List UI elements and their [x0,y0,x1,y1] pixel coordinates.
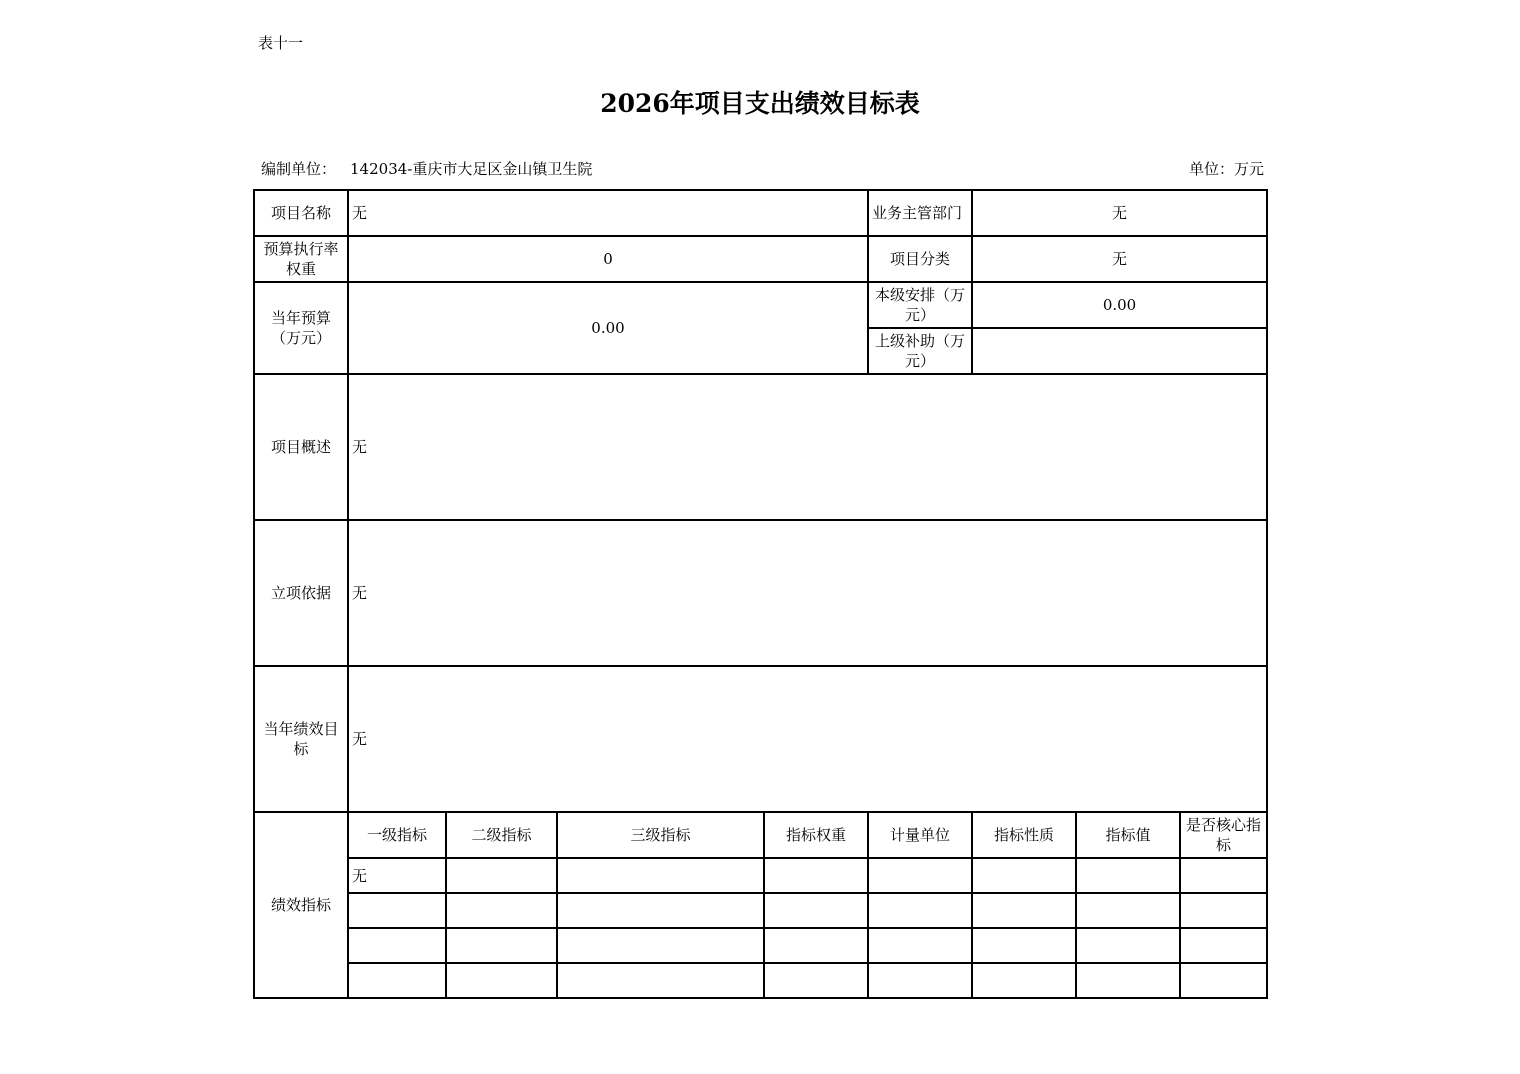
indicator-column-header: 指标值 [1076,812,1180,858]
indicator-cell [868,893,972,928]
indicator-cell [1076,893,1180,928]
overview-label: 项目概述 [254,374,348,520]
indicator-row [254,963,1267,998]
indicator-cell [348,893,446,928]
indicator-cell [972,893,1076,928]
indicator-cell [1076,928,1180,963]
indicator-cell [1180,893,1267,928]
indicator-row [254,928,1267,963]
indicator-cell [348,963,446,998]
indicators-label: 绩效指标 [254,812,348,998]
indicator-column-header: 三级指标 [557,812,764,858]
document-title: 2026年项目支出绩效目标表 [600,89,920,118]
indicator-cell [446,928,557,963]
overview-value: 无 [348,374,1267,520]
goal-value: 无 [348,666,1267,812]
indicator-cell [1180,928,1267,963]
sheet-label: 表十一 [258,34,304,52]
dept-value: 无 [972,190,1267,236]
indicator-cell [446,858,557,893]
upper-funding-value [972,328,1267,374]
indicator-cell: 无 [348,858,446,893]
category-label: 项目分类 [868,236,972,282]
indicator-row [254,893,1267,928]
unit-row [261,158,1264,178]
performance-form [253,189,1268,999]
budget-value: 0.00 [348,282,868,374]
org-label: 编制单位： [261,160,337,178]
indicator-cell [348,928,446,963]
indicator-cell [557,963,764,998]
local-funding-label: 本级安排（万元） [868,282,972,328]
indicator-cell [868,963,972,998]
indicator-cell [764,963,868,998]
indicator-column-header: 一级指标 [348,812,446,858]
indicator-column-header: 是否核心指标 [1180,812,1267,858]
dept-label: 业务主管部门 [868,190,972,236]
indicator-cell [868,858,972,893]
org-value: 142034-重庆市大足区金山镇卫生院 [350,160,593,178]
indicator-cell [557,928,764,963]
basis-label: 立项依据 [254,520,348,666]
org-info [261,158,592,179]
indicator-cell [446,893,557,928]
project-name-value: 无 [348,190,868,236]
goal-label: 当年绩效目标 [254,666,348,812]
indicator-cell [764,858,868,893]
exec-rate-value: 0 [348,236,868,282]
currency-unit: 单位：万元 [1188,160,1264,178]
indicator-cell [1180,858,1267,893]
indicator-column-header: 计量单位 [868,812,972,858]
indicator-cell [557,893,764,928]
indicator-cell [1076,858,1180,893]
indicator-cell [764,928,868,963]
indicator-cell [446,963,557,998]
indicator-cell [972,928,1076,963]
basis-value: 无 [348,520,1267,666]
indicator-column-header: 指标权重 [764,812,868,858]
indicator-cell [1180,963,1267,998]
indicator-cell [764,893,868,928]
indicator-column-header: 二级指标 [446,812,557,858]
indicator-cell [557,858,764,893]
budget-label: 当年预算（万元） [254,282,348,374]
upper-funding-label: 上级补助（万元） [868,328,972,374]
indicator-cell [868,928,972,963]
category-value: 无 [972,236,1267,282]
indicator-cell [972,858,1076,893]
indicator-column-header: 指标性质 [972,812,1076,858]
indicator-row [254,858,1267,893]
exec-rate-label: 预算执行率权重 [254,236,348,282]
local-funding-value: 0.00 [972,282,1267,328]
indicator-cell [1076,963,1180,998]
project-name-label: 项目名称 [254,190,348,236]
indicator-cell [972,963,1076,998]
